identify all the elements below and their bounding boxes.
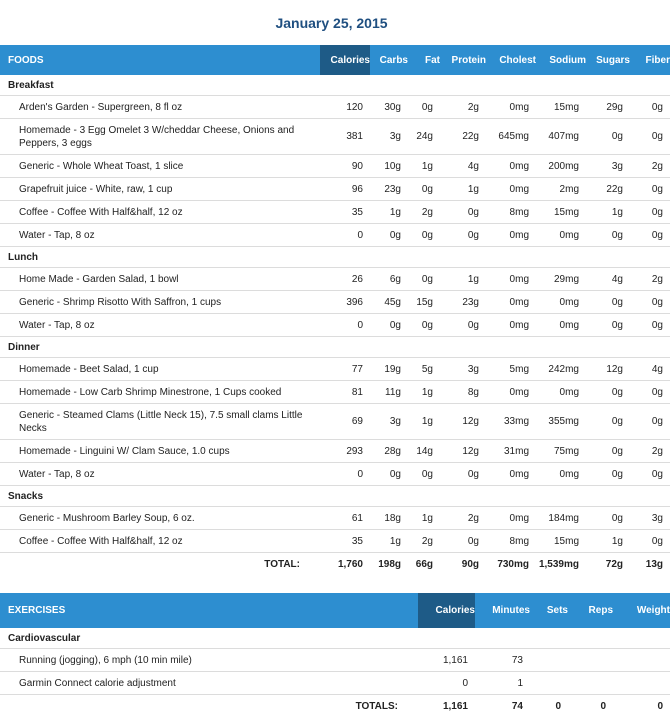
food-value-cell: 1g [440, 268, 486, 291]
ex-col-weight[interactable]: Weight [613, 593, 670, 628]
food-value-cell: 5mg [486, 358, 536, 381]
exercises-table [0, 593, 670, 717]
food-value-cell: 184mg [536, 507, 586, 530]
exercise-value-cell: 0 [418, 672, 475, 695]
food-value-cell: 8mg [486, 201, 536, 224]
food-value-cell: 35 [320, 201, 370, 224]
food-value-cell: 30g [370, 96, 408, 119]
exercises-total-row [0, 695, 670, 717]
food-value-cell: 35 [320, 530, 370, 553]
total-value-cell: 198g [370, 553, 408, 576]
exercise-total-cell: 0 [530, 695, 568, 717]
food-value-cell: 3g [370, 119, 408, 155]
food-value-cell: 1g [408, 381, 440, 404]
food-row [0, 201, 670, 224]
food-value-cell: 0g [630, 178, 670, 201]
food-value-cell: 0g [370, 224, 408, 247]
food-name-link[interactable]: Generic - Shrimp Risotto With Saffron, 1 cups [0, 291, 320, 314]
food-value-cell: 8mg [486, 530, 536, 553]
food-value-cell: 0g [630, 201, 670, 224]
exercise-total-cell: 0 [613, 695, 670, 717]
food-value-cell: 29g [586, 96, 630, 119]
meal-row [0, 486, 670, 507]
food-name-link[interactable]: Homemade - 3 Egg Omelet 3 W/cheddar Cheese, Onions and Peppers, 3 eggs [0, 119, 320, 155]
exercises-total-label: TOTALS: [0, 695, 418, 717]
food-value-cell: 0g [630, 404, 670, 440]
food-value-cell: 0g [586, 381, 630, 404]
food-value-cell: 1g [440, 178, 486, 201]
food-value-cell: 15g [408, 291, 440, 314]
food-value-cell: 0 [320, 314, 370, 337]
food-row [0, 358, 670, 381]
food-value-cell: 61 [320, 507, 370, 530]
food-value-cell: 0mg [536, 381, 586, 404]
food-value-cell: 11g [370, 381, 408, 404]
food-value-cell: 4g [586, 268, 630, 291]
ex-col-minutes[interactable]: Minutes [475, 593, 530, 628]
food-name-link[interactable]: Homemade - Linguini W/ Clam Sauce, 1.0 cups [0, 440, 320, 463]
food-value-cell: 29mg [536, 268, 586, 291]
food-value-cell: 0g [408, 314, 440, 337]
ex-col-sets[interactable]: Sets [530, 593, 568, 628]
food-value-cell: 1g [370, 201, 408, 224]
food-row [0, 507, 670, 530]
food-row [0, 224, 670, 247]
food-value-cell: 242mg [536, 358, 586, 381]
food-value-cell: 19g [370, 358, 408, 381]
food-value-cell: 15mg [536, 201, 586, 224]
food-value-cell: 0g [408, 224, 440, 247]
food-value-cell: 355mg [536, 404, 586, 440]
food-value-cell: 3g [586, 155, 630, 178]
food-value-cell: 0mg [486, 96, 536, 119]
exercise-total-cell: 74 [475, 695, 530, 717]
exercises-header-row [0, 593, 670, 628]
food-value-cell: 90 [320, 155, 370, 178]
exercise-value-cell: 1,161 [418, 649, 475, 672]
food-value-cell: 3g [630, 507, 670, 530]
food-row [0, 96, 670, 119]
meal-row [0, 247, 670, 268]
food-value-cell: 0g [586, 224, 630, 247]
food-row [0, 440, 670, 463]
food-value-cell: 0g [408, 96, 440, 119]
food-value-cell: 0 [320, 463, 370, 486]
food-value-cell: 645mg [486, 119, 536, 155]
food-row [0, 381, 670, 404]
food-value-cell: 0mg [486, 268, 536, 291]
col-protein[interactable]: Protein [440, 45, 486, 75]
food-value-cell: 14g [408, 440, 440, 463]
food-value-cell: 0mg [486, 314, 536, 337]
food-value-cell: 0g [630, 119, 670, 155]
food-value-cell: 31mg [486, 440, 536, 463]
food-value-cell: 0g [440, 463, 486, 486]
food-name-link[interactable]: Generic - Mushroom Barley Soup, 6 oz. [0, 507, 320, 530]
exercise-value-cell [568, 649, 613, 672]
total-value-cell: 13g [630, 553, 670, 576]
food-value-cell: 0mg [536, 224, 586, 247]
food-value-cell: 0g [630, 530, 670, 553]
food-value-cell: 0g [440, 530, 486, 553]
food-value-cell: 0g [630, 314, 670, 337]
food-value-cell: 200mg [536, 155, 586, 178]
food-row [0, 178, 670, 201]
food-value-cell: 2g [440, 507, 486, 530]
food-value-cell: 0g [630, 96, 670, 119]
food-value-cell: 22g [586, 178, 630, 201]
exercise-value-cell: 1 [475, 672, 530, 695]
col-sugars[interactable]: Sugars [586, 45, 630, 75]
food-value-cell: 0g [586, 440, 630, 463]
food-value-cell: 3g [440, 358, 486, 381]
exercise-name-link[interactable]: Garmin Connect calorie adjustment [0, 672, 418, 695]
food-value-cell: 45g [370, 291, 408, 314]
exercise-name-link[interactable]: Running (jogging), 6 mph (10 min mile) [0, 649, 418, 672]
col-calories[interactable]: Calories [320, 45, 370, 75]
food-value-cell: 0mg [486, 155, 536, 178]
meal-name: Breakfast [0, 75, 670, 96]
food-value-cell: 69 [320, 404, 370, 440]
exercise-category-row [0, 628, 670, 649]
food-value-cell: 75mg [536, 440, 586, 463]
meal-name: Lunch [0, 247, 670, 268]
food-value-cell: 0mg [486, 381, 536, 404]
food-value-cell: 0g [630, 381, 670, 404]
food-name-link[interactable]: Coffee - Coffee With Half&half, 12 oz [0, 530, 320, 553]
food-value-cell: 2g [630, 440, 670, 463]
food-name-link[interactable]: Generic - Steamed Clams (Little Neck 15), 7.5 small clams Little Necks [0, 404, 320, 440]
food-value-cell: 1g [408, 155, 440, 178]
page-date: January 25, 2015 [0, 0, 663, 45]
col-sodium[interactable]: Sodium [536, 45, 586, 75]
food-value-cell: 0g [586, 463, 630, 486]
food-value-cell: 0mg [536, 463, 586, 486]
food-value-cell: 23g [440, 291, 486, 314]
food-row [0, 530, 670, 553]
total-value-cell: 1,760 [320, 553, 370, 576]
food-value-cell: 23g [370, 178, 408, 201]
food-value-cell: 0mg [536, 291, 586, 314]
food-value-cell: 0g [586, 119, 630, 155]
food-value-cell: 15mg [536, 96, 586, 119]
food-value-cell: 24g [408, 119, 440, 155]
food-row [0, 268, 670, 291]
food-value-cell: 0mg [486, 463, 536, 486]
food-name-link[interactable]: Homemade - Beet Salad, 1 cup [0, 358, 320, 381]
exercise-category: Cardiovascular [0, 628, 670, 649]
food-value-cell: 26 [320, 268, 370, 291]
exercise-row [0, 649, 670, 672]
total-value-cell: 730mg [486, 553, 536, 576]
total-label: TOTAL: [0, 553, 320, 576]
food-value-cell: 381 [320, 119, 370, 155]
exercise-value-cell [530, 672, 568, 695]
food-value-cell: 1g [586, 201, 630, 224]
food-value-cell: 2g [408, 201, 440, 224]
food-value-cell: 12g [586, 358, 630, 381]
foods-header: FOODS [0, 45, 320, 75]
col-cholest[interactable]: Cholest [486, 45, 536, 75]
exercise-value-cell [613, 672, 670, 695]
ex-col-reps[interactable]: Reps [568, 593, 613, 628]
food-value-cell: 22g [440, 119, 486, 155]
food-name-link[interactable]: Coffee - Coffee With Half&half, 12 oz [0, 201, 320, 224]
meal-name: Snacks [0, 486, 670, 507]
food-name-link[interactable]: Water - Tap, 8 oz [0, 314, 320, 337]
food-value-cell: 0mg [486, 224, 536, 247]
food-value-cell: 6g [370, 268, 408, 291]
total-value-cell: 90g [440, 553, 486, 576]
food-value-cell: 0g [408, 178, 440, 201]
food-value-cell: 12g [440, 440, 486, 463]
food-value-cell: 0g [370, 314, 408, 337]
meal-name: Dinner [0, 337, 670, 358]
food-value-cell: 0mg [536, 314, 586, 337]
food-value-cell: 3g [370, 404, 408, 440]
food-value-cell: 12g [440, 404, 486, 440]
food-name-link[interactable]: Generic - Whole Wheat Toast, 1 slice [0, 155, 320, 178]
food-value-cell: 18g [370, 507, 408, 530]
food-value-cell: 33mg [486, 404, 536, 440]
food-value-cell: 1g [408, 404, 440, 440]
food-row [0, 155, 670, 178]
food-value-cell: 293 [320, 440, 370, 463]
total-value-cell: 72g [586, 553, 630, 576]
food-value-cell: 8g [440, 381, 486, 404]
exercises-header: EXERCISES [0, 593, 418, 628]
food-value-cell: 77 [320, 358, 370, 381]
food-name-link[interactable]: Arden's Garden - Supergreen, 8 fl oz [0, 96, 320, 119]
food-value-cell: 0g [630, 291, 670, 314]
food-value-cell: 96 [320, 178, 370, 201]
food-name-link[interactable]: Water - Tap, 8 oz [0, 224, 320, 247]
food-value-cell: 0g [586, 314, 630, 337]
food-value-cell: 120 [320, 96, 370, 119]
food-value-cell: 0g [586, 291, 630, 314]
col-fat[interactable]: Fat [408, 45, 440, 75]
exercise-value-cell [613, 649, 670, 672]
exercise-total-cell: 1,161 [418, 695, 475, 717]
exercise-value-cell: 73 [475, 649, 530, 672]
food-value-cell: 28g [370, 440, 408, 463]
food-name-link[interactable]: Water - Tap, 8 oz [0, 463, 320, 486]
food-value-cell: 2g [630, 155, 670, 178]
food-value-cell: 81 [320, 381, 370, 404]
food-value-cell: 407mg [536, 119, 586, 155]
food-value-cell: 0g [440, 224, 486, 247]
food-name-link[interactable]: Home Made - Garden Salad, 1 bowl [0, 268, 320, 291]
col-fiber[interactable]: Fiber [630, 45, 670, 75]
total-value-cell: 66g [408, 553, 440, 576]
food-value-cell: 0g [408, 463, 440, 486]
food-row [0, 291, 670, 314]
exercise-value-cell [568, 672, 613, 695]
food-row [0, 463, 670, 486]
exercise-row [0, 672, 670, 695]
col-carbs[interactable]: Carbs [370, 45, 408, 75]
foods-table [0, 45, 670, 575]
food-value-cell: 1g [408, 507, 440, 530]
food-value-cell: 0 [320, 224, 370, 247]
food-value-cell: 396 [320, 291, 370, 314]
food-value-cell: 0g [440, 314, 486, 337]
food-value-cell: 10g [370, 155, 408, 178]
food-value-cell: 2mg [536, 178, 586, 201]
food-name-link[interactable]: Homemade - Low Carb Shrimp Minestrone, 1 Cups cooked [0, 381, 320, 404]
food-value-cell: 4g [630, 358, 670, 381]
food-value-cell: 4g [440, 155, 486, 178]
food-name-link[interactable]: Grapefruit juice - White, raw, 1 cup [0, 178, 320, 201]
food-value-cell: 2g [408, 530, 440, 553]
food-value-cell: 0mg [486, 507, 536, 530]
foods-header-row [0, 45, 670, 75]
ex-col-calories[interactable]: Calories [418, 593, 475, 628]
exercise-value-cell [530, 649, 568, 672]
food-row [0, 314, 670, 337]
food-value-cell: 0g [586, 507, 630, 530]
food-value-cell: 1g [370, 530, 408, 553]
food-value-cell: 0g [586, 404, 630, 440]
food-value-cell: 0g [630, 224, 670, 247]
food-row [0, 404, 670, 440]
food-value-cell: 5g [408, 358, 440, 381]
food-value-cell: 15mg [536, 530, 586, 553]
food-value-cell: 0mg [486, 291, 536, 314]
foods-total-row [0, 553, 670, 576]
meal-row [0, 75, 670, 96]
food-value-cell: 0g [630, 463, 670, 486]
food-value-cell: 1g [586, 530, 630, 553]
exercise-total-cell: 0 [568, 695, 613, 717]
food-value-cell: 0mg [486, 178, 536, 201]
food-value-cell: 2g [630, 268, 670, 291]
food-value-cell: 0g [408, 268, 440, 291]
meal-row [0, 337, 670, 358]
food-value-cell: 0g [440, 201, 486, 224]
total-value-cell: 1,539mg [536, 553, 586, 576]
food-value-cell: 0g [370, 463, 408, 486]
food-value-cell: 2g [440, 96, 486, 119]
food-row [0, 119, 670, 155]
